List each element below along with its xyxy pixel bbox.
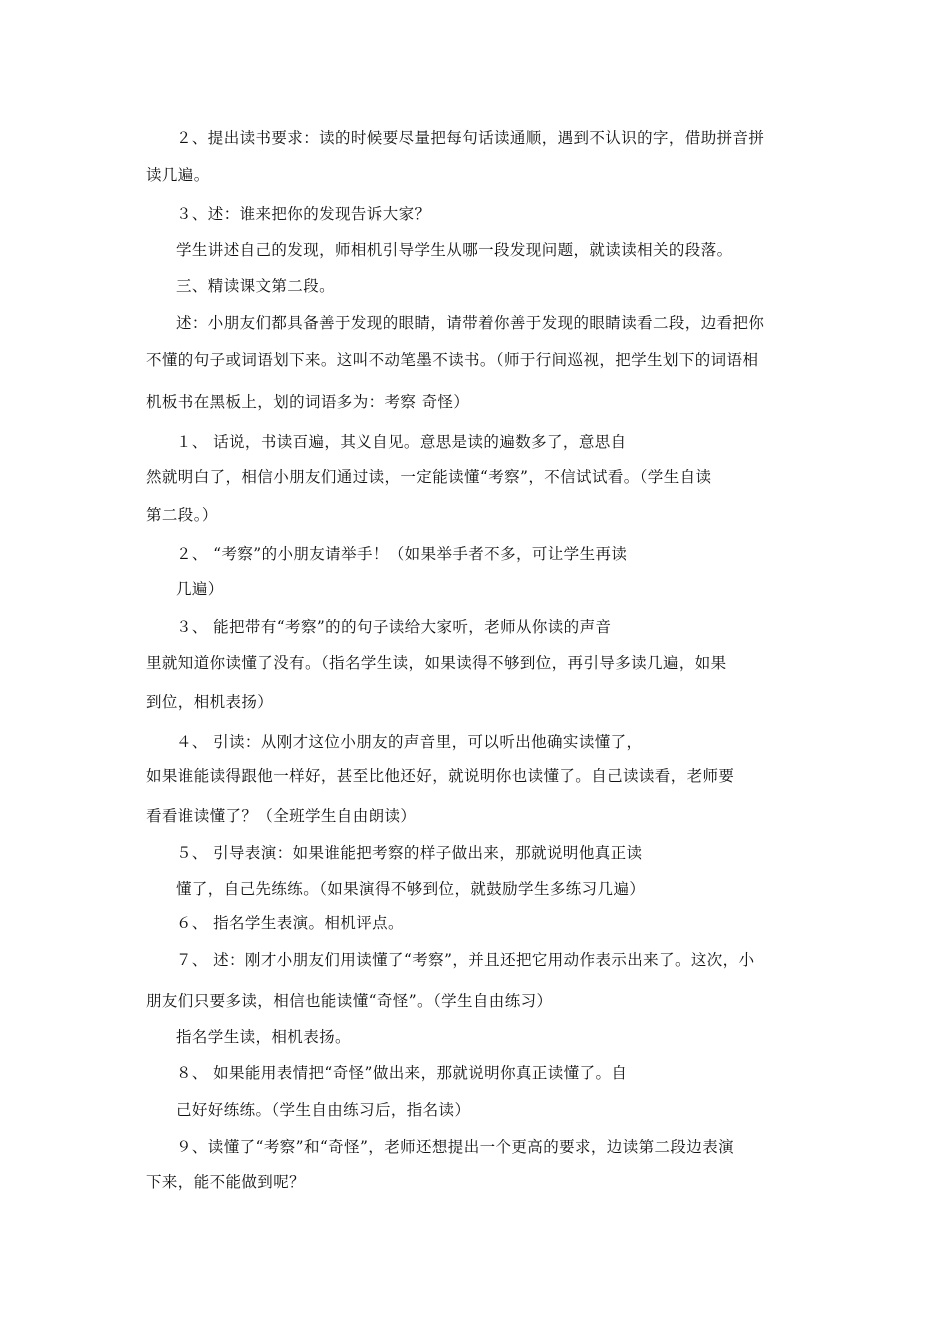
paragraph-line: 然就明白了，相信小朋友们通过读，一定能读懂“考察”，不信试试看。（学生自读 <box>146 468 712 486</box>
paragraph-line: 到位，相机表扬） <box>146 693 274 711</box>
paragraph-line: ８、 如果能用表情把“奇怪”做出来，那就说明你真正读懂了。自 <box>176 1064 628 1082</box>
paragraph-line: ９、读懂了“考察”和“奇怪”，老师还想提出一个更高的要求，边读第二段边表演 <box>176 1138 734 1156</box>
paragraph-line: ７、 述：刚才小朋友们用读懂了“考察”，并且还把它用动作表示出来了。这次，小 <box>176 951 755 969</box>
paragraph-line: ３、述：谁来把你的发现告诉大家？ <box>176 205 431 223</box>
paragraph-line: 朋友们只要多读，相信也能读懂“奇怪”。（学生自由练习） <box>146 992 553 1010</box>
paragraph-line: 读几遍。 <box>146 166 210 184</box>
paragraph-line: 己好好练练。（学生自由练习后，指名读） <box>176 1101 471 1119</box>
paragraph-line: 看看谁读懂了？（全班学生自由朗读） <box>146 807 417 825</box>
paragraph-line: 不懂的句子或词语划下来。这叫不动笔墨不读书。（师于行间巡视，把学生划下的词语相 <box>146 351 759 369</box>
paragraph-line: ６、 指名学生表演。相机评点。 <box>176 914 404 932</box>
paragraph-line: ２、 “考察”的小朋友请举手！（如果举手者不多，可让学生再读 <box>176 545 628 563</box>
paragraph-line: 述：小朋友们都具备善于发现的眼睛，请带着你善于发现的眼睛读看二段，边看把你 <box>176 314 765 332</box>
paragraph-line: 机板书在黑板上，划的词语多为：考察 奇怪） <box>146 393 470 411</box>
paragraph-line: １、 话说，书读百遍，其义自见。意思是读的遍数多了，意思自 <box>176 433 627 451</box>
paragraph-line: 学生讲述自己的发现，师相机引导学生从哪一段发现问题，就读读相关的段落。 <box>176 241 733 259</box>
paragraph-line: ３、 能把带有“考察”的的句子读给大家听，老师从你读的声音 <box>176 618 612 636</box>
paragraph-line: ２、提出读书要求：读的时候要尽量把每句话读通顺，遇到不认识的字，借助拼音拼 <box>176 129 765 147</box>
paragraph-line: 第二段。） <box>146 506 218 524</box>
paragraph-line: 指名学生读，相机表扬。 <box>176 1028 351 1046</box>
paragraph-line: 下来，能不能做到呢？ <box>146 1173 306 1191</box>
paragraph-line: ４、 引读：从刚才这位小朋友的声音里，可以听出他确实读懂了， <box>176 733 643 751</box>
paragraph-line: 懂了，自己先练练。（如果演得不够到位，就鼓励学生多练习几遍） <box>176 880 646 898</box>
section-heading: 三、精读课文第二段。 <box>176 277 336 295</box>
paragraph-line: ５、 引导表演：如果谁能把考察的样子做出来，那就说明他真正读 <box>176 844 643 862</box>
paragraph-line: 几遍） <box>176 580 224 598</box>
paragraph-line: 如果谁能读得跟他一样好，甚至比他还好，就说明你也读懂了。自己读读看，老师要 <box>146 767 735 785</box>
paragraph-line: 里就知道你读懂了没有。（指名学生读，如果读得不够到位，再引导多读几遍，如果 <box>146 654 727 672</box>
